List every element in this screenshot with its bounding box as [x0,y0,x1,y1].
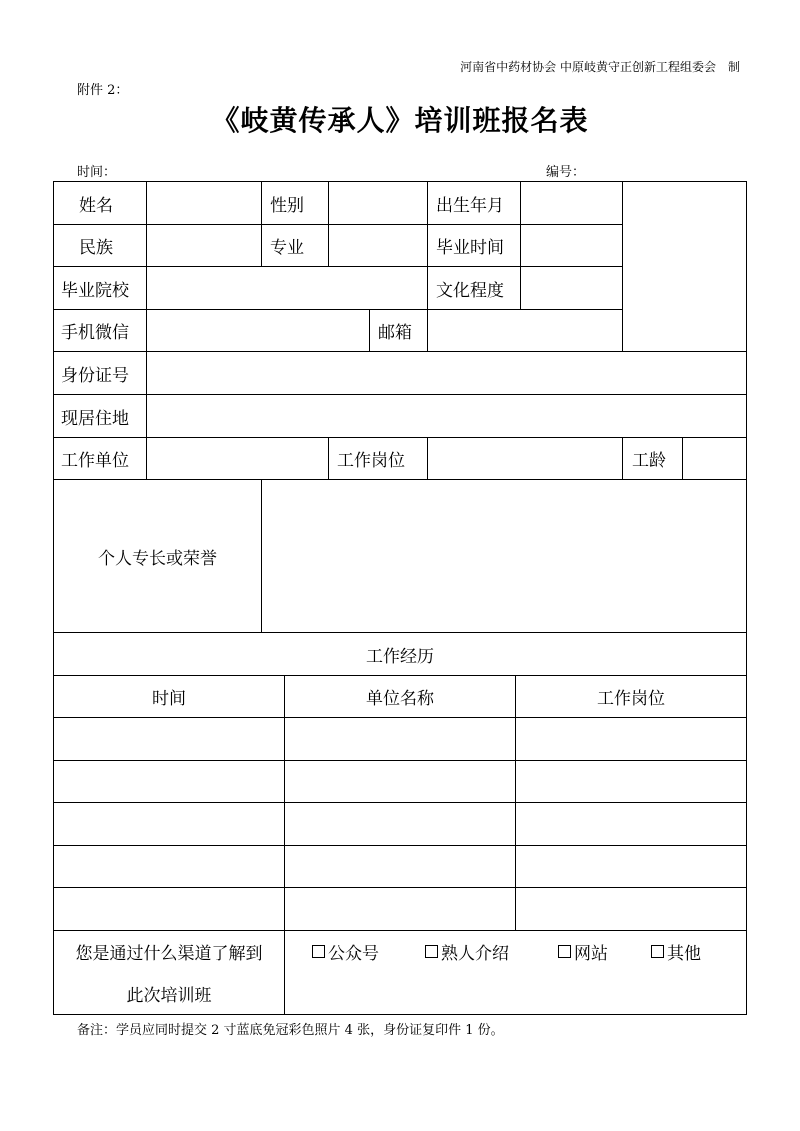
checkbox-icon[interactable] [312,945,325,958]
grad-time-field[interactable] [521,225,622,266]
experience-cell[interactable] [516,803,746,845]
time-label: 时间： [77,165,117,180]
email-field[interactable] [428,310,622,351]
page-title: 《岐黄传承人》培训班报名表 [211,104,589,137]
employer-label: 工作单位 [61,451,129,471]
checkbox-icon[interactable] [425,945,438,958]
school-label: 毕业院校 [61,280,129,301]
experience-cell[interactable] [516,846,746,887]
experience-cell[interactable] [285,803,515,845]
ethnicity-field[interactable] [147,225,261,266]
footnote: 备注：学员应同时提交 2 寸蓝底免冠彩色照片 4 张，身份证复印件 1 份。 [77,1023,504,1038]
position-label: 工作岗位 [337,451,405,471]
specialty-label: 个人专长或荣誉 [98,548,217,569]
channel-option-other[interactable] [651,931,701,971]
gender-label: 性别 [270,195,304,216]
experience-col-employer: 单位名称 [366,689,434,709]
phone-wechat-field[interactable] [147,310,369,351]
experience-cell[interactable] [54,846,284,887]
experience-cell[interactable] [285,888,515,930]
birth-field[interactable] [521,182,622,224]
experience-cell[interactable] [516,888,746,930]
issuer-line: 河南省中药材协会 中原岐黄守正创新工程组委会 制 [460,60,740,74]
employer-field[interactable] [147,438,328,479]
channel-option-label: 熟人介绍 [441,943,509,964]
position-field[interactable] [428,438,622,479]
experience-cell[interactable] [516,718,746,760]
birth-label: 出生年月 [436,195,504,216]
experience-cell[interactable] [516,761,746,802]
experience-cell[interactable] [54,761,284,802]
channel-option-referral[interactable] [425,931,509,971]
education-label: 文化程度 [436,280,504,301]
specialty-field[interactable] [262,480,746,632]
channel-option-label: 公众号 [328,943,379,964]
channel-question-line2: 此次培训班 [126,985,212,1006]
channel-option-wechat[interactable] [312,931,379,971]
experience-cell[interactable] [54,888,284,930]
channel-option-label: 其他 [667,943,701,964]
ethnicity-label: 民族 [79,238,113,258]
number-label: 编号： [546,165,586,180]
id-number-label: 身份证号 [61,365,129,386]
checkbox-icon[interactable] [651,945,664,958]
experience-cell[interactable] [54,803,284,845]
experience-cell[interactable] [285,846,515,887]
checkbox-icon[interactable] [558,945,571,958]
address-label: 现居住地 [61,408,129,429]
education-field[interactable] [521,267,622,309]
school-field[interactable] [147,267,427,309]
experience-cell[interactable] [285,761,515,802]
email-label: 邮箱 [378,323,412,343]
experience-col-position: 工作岗位 [597,689,665,709]
name-field[interactable] [147,182,261,224]
major-field[interactable] [329,225,427,266]
gender-field[interactable] [329,182,427,224]
experience-title: 工作经历 [366,646,434,667]
attachment-label: 附件 2： [77,83,129,98]
phone-wechat-label: 手机微信 [61,323,129,343]
channel-question-line1: 您是通过什么渠道了解到 [75,943,263,964]
seniority-label: 工龄 [632,451,666,471]
experience-col-time: 时间 [152,689,186,709]
name-label: 姓名 [79,195,113,216]
photo-area[interactable] [623,182,746,351]
experience-cell[interactable] [54,718,284,760]
seniority-field[interactable] [683,438,746,479]
address-field[interactable] [147,395,746,437]
channel-option-website[interactable] [558,931,608,971]
id-number-field[interactable] [147,352,746,394]
experience-cell[interactable] [285,718,515,760]
major-label: 专业 [270,238,304,258]
channel-option-label: 网站 [574,943,608,964]
grad-time-label: 毕业时间 [436,238,504,258]
